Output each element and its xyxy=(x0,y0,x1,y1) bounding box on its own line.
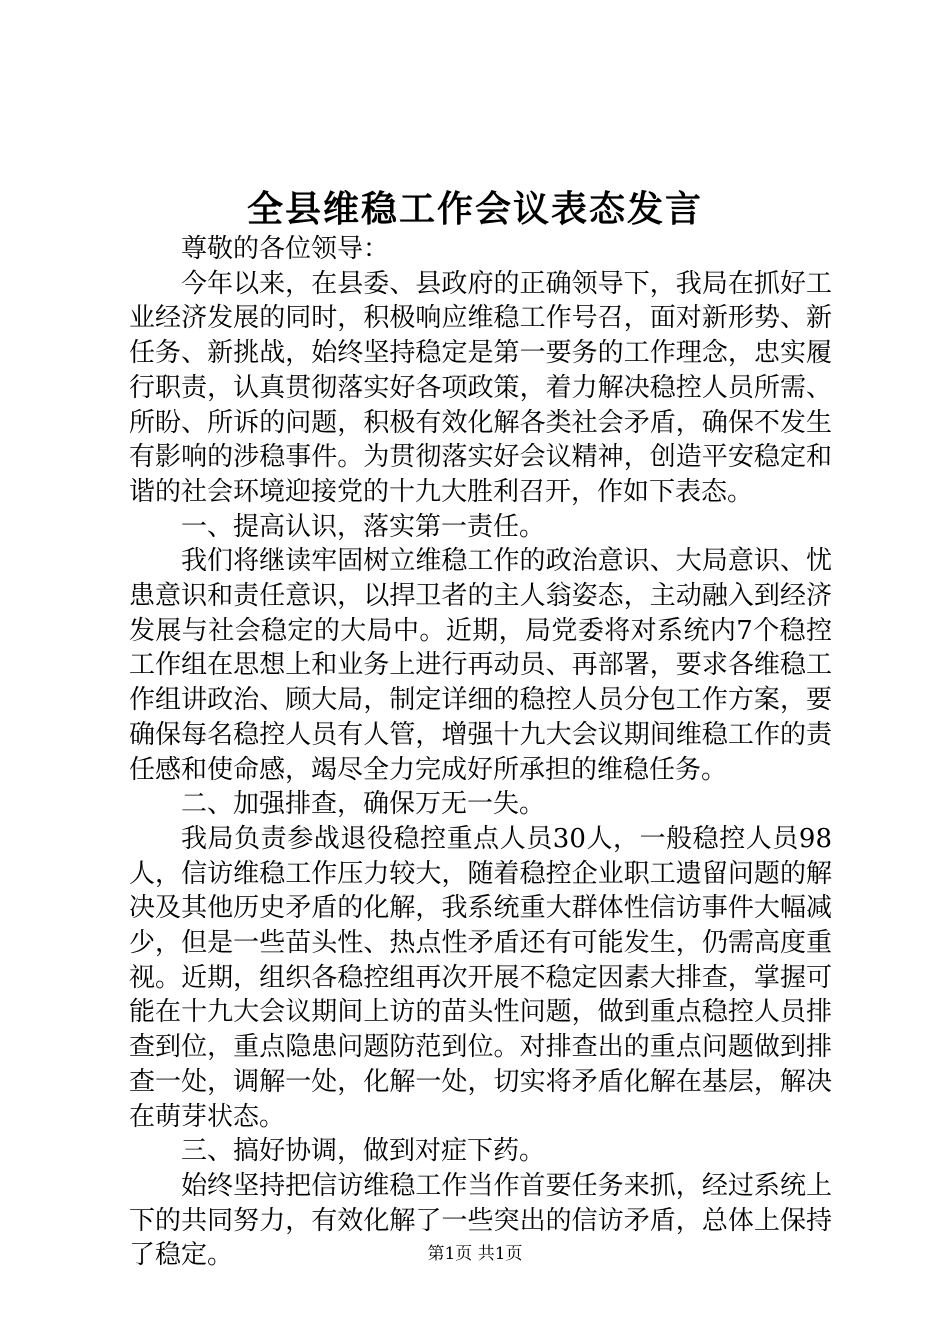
section-paragraph-1: 我们将继读牢固树立维稳工作的政治意识、大局意识、忧患意识和责任意识，以捍卫者的主人翁姿态，主动融入到经济发展与社会稳定的大局中。近期，局党委将对系统内7个稳控工作组在思想上和业务上进行再动员、再部署，要求各维稳工作组讲政治、顾大局，制定详细的稳控人员分包工作方案，要确保每名稳控人员有人管，增强十九大会议期间维稳工作的责任感和使命感，竭尽全力完成好所承担的维稳任务。 xyxy=(129,546,832,785)
section-heading-1: 一、提高认识，落实第一责任。 xyxy=(181,511,546,542)
page-footer: 第1页 共1页 xyxy=(427,1244,523,1264)
section-paragraph-2: 我局负责参战退役稳控重点人员30人，一般稳控人员98人，信访维稳工作压力较大，随着稳控企业职工遗留问题的解决及其他历史矛盾的化解，我系统重大群体性信访事件大幅减少，但是一些苗头性、热点性矛盾还有可能发生，仍需高度重视。近期，组织各稳控组再次开展不稳定因素大排查，掌握可能在十九大会议期间上访的苗头性问题，做到重点稳控人员排查到位，重点隐患问题防范到位。对排查出的重点问题做到排查一处，调解一处，化解一处，切实将矛盾化解在基层，解决在萌芽状态。 xyxy=(129,823,832,1132)
section-heading-2: 二、加强排查，确保万无一失。 xyxy=(181,789,546,820)
document-body xyxy=(129,232,832,1273)
section-paragraph-3: 始终坚持把信访维稳工作当作首要任务来抓，经过系统上下的共同努力，有效化解了一些突出的信访矛盾，总体上保持了稳定。 xyxy=(129,1170,832,1271)
document-title: 全县维稳工作会议表态发言 xyxy=(246,188,703,230)
salutation-paragraph: 尊敬的各位领导： xyxy=(181,234,390,264)
section-heading-3: 三、搞好协调，做到对症下药。 xyxy=(181,1136,546,1167)
intro-paragraph: 今年以来，在县委、县政府的正确领导下，我局在抓好工业经济发展的同时，积极响应维稳工作号召，面对新形势、新任务、新挑战，始终坚持稳定是第一要务的工作理念，忠实履行职责，认真贯彻落实好各项政策，着力解决稳控人员所需、所盼、所诉的问题，积极有效化解各类社会矛盾，确保不发生有影响的涉稳事件。为贯彻落实好会议精神，创造平安稳定和谐的社会环境迎接党的十九大胜利召开，作如下表态。 xyxy=(129,268,832,507)
